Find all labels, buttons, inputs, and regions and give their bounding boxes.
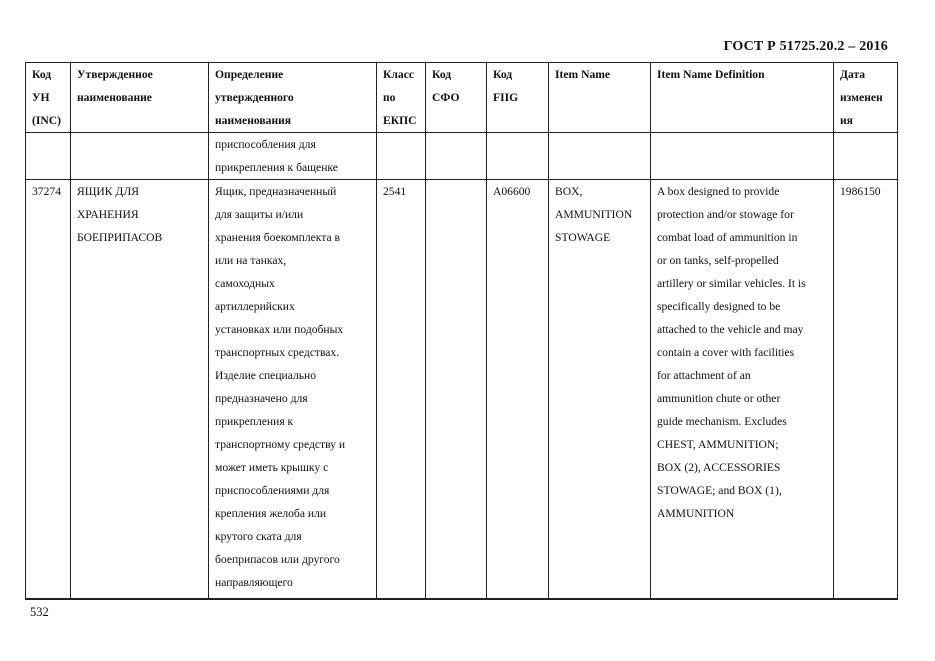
header-line: Класс bbox=[383, 68, 414, 81]
cell-text-line: BOX (2), ACCESSORIES bbox=[657, 461, 781, 474]
cell-item-name-definition bbox=[651, 133, 834, 180]
cell-approved-name bbox=[71, 133, 209, 180]
cell-text-line: приспособлениями для bbox=[215, 484, 330, 497]
cell-text-line: artillery or similar vehicles. It is bbox=[657, 277, 806, 290]
cell-sfo-code bbox=[426, 133, 487, 180]
cell-text-line: предназначено для bbox=[215, 392, 308, 405]
cell-text-line: guide mechanism. Excludes bbox=[657, 415, 787, 428]
header-fiig-code bbox=[487, 63, 549, 133]
cell-text-line: может иметь крышку с bbox=[215, 461, 329, 474]
cell-text-line: артиллерийских bbox=[215, 300, 295, 313]
table-row bbox=[26, 180, 898, 600]
header-line: Код bbox=[32, 68, 52, 81]
cell-text-line: AMMUNITION bbox=[657, 507, 735, 520]
cell-text-line: транспортному средству и bbox=[215, 438, 346, 451]
page-number: 532 bbox=[30, 605, 49, 619]
cell-text-line: самоходных bbox=[215, 277, 275, 290]
header-line: наименование bbox=[77, 91, 152, 104]
cell-text-line: или на танках, bbox=[215, 254, 287, 267]
cell-text-line: прикрепления к bbox=[215, 415, 294, 428]
cell-definition-ru bbox=[209, 133, 377, 180]
header-line: Код bbox=[432, 68, 452, 81]
header-line: Item Name bbox=[555, 68, 611, 81]
cell-text-line: CHEST, AMMUNITION; bbox=[657, 438, 779, 451]
cell-class-ekps bbox=[377, 133, 426, 180]
cell-text-line: крутого ската для bbox=[215, 530, 302, 543]
header-line: Утвержденное bbox=[77, 68, 153, 81]
cell-text-line: ammunition chute or other bbox=[657, 392, 781, 405]
table-row-continuation bbox=[26, 133, 898, 180]
cell-text-line: крепления желоба или bbox=[215, 507, 327, 520]
document-title: ГОСТ Р 51725.20.2 – 2016 bbox=[723, 39, 888, 54]
cell-text-line: ХРАНЕНИЯ bbox=[77, 208, 139, 221]
cell-inc bbox=[26, 133, 71, 180]
header-line: Item Name Definition bbox=[657, 68, 765, 81]
cell-approved-name bbox=[71, 180, 209, 600]
cell-text-line: AMMUNITION bbox=[555, 208, 633, 221]
header-line: Определение bbox=[215, 68, 284, 81]
cell-text-line: or on tanks, self-propelled bbox=[657, 254, 779, 267]
cell-text-line: хранения боекомплекта в bbox=[215, 231, 341, 244]
header-line: ЕКПС bbox=[383, 114, 417, 127]
header-line: по bbox=[383, 91, 396, 104]
header-line: Дата bbox=[840, 68, 866, 81]
cell-text-line: for attachment of an bbox=[657, 369, 751, 382]
cell-fiig-code bbox=[487, 133, 549, 180]
cell-text-line: прикрепления к бащенке bbox=[215, 161, 338, 174]
header-item-name-definition bbox=[651, 63, 834, 133]
cell-text-line: ЯЩИК ДЛЯ bbox=[77, 185, 139, 198]
header-line: Код bbox=[493, 68, 513, 81]
cell-text-line: contain a cover with facilities bbox=[657, 346, 795, 359]
cell-text-line: приспособления для bbox=[215, 138, 316, 151]
cell-text-line: БОЕПРИПАСОВ bbox=[77, 231, 163, 244]
header-class-ekps bbox=[377, 63, 426, 133]
cell-text-line: BOX, bbox=[555, 185, 583, 198]
header-line: утвержденного bbox=[215, 91, 294, 104]
cell-change-date: 1986150 bbox=[834, 180, 898, 600]
cell-inc: 37274 bbox=[26, 180, 71, 600]
cell-text-line: боеприпасов или другого bbox=[215, 553, 340, 566]
header-definition-ru bbox=[209, 63, 377, 133]
header-change-date bbox=[834, 63, 898, 133]
cell-change-date bbox=[834, 133, 898, 180]
cell-text-line: STOWAGE; and BOX (1), bbox=[657, 484, 782, 497]
cell-item-name bbox=[549, 133, 651, 180]
header-sfo-code bbox=[426, 63, 487, 133]
cell-text-line: protection and/or stowage for bbox=[657, 208, 794, 221]
cell-text-line: направляющего bbox=[215, 576, 293, 589]
cell-text-line: Ящик, предназначенный bbox=[215, 185, 337, 198]
cell-text-line: для защиты и/или bbox=[215, 208, 304, 221]
cell-item-name bbox=[549, 180, 651, 600]
item-name-table bbox=[25, 62, 898, 600]
cell-definition-ru bbox=[209, 180, 377, 600]
cell-text-line: установках или подобных bbox=[215, 323, 344, 336]
header-line: изменен bbox=[840, 91, 883, 104]
cell-text-line: STOWAGE bbox=[555, 231, 611, 244]
cell-text-line: A box designed to provide bbox=[657, 185, 780, 198]
header-item-name bbox=[549, 63, 651, 133]
cell-text-line: Изделие специально bbox=[215, 369, 317, 382]
cell-item-name-definition bbox=[651, 180, 834, 600]
header-line: ия bbox=[840, 114, 853, 127]
header-line: наименования bbox=[215, 114, 292, 127]
cell-text-line: combat load of ammunition in bbox=[657, 231, 798, 244]
cell-class-ekps: 2541 bbox=[377, 180, 426, 600]
header-approved-name bbox=[71, 63, 209, 133]
header-line: (INC) bbox=[32, 114, 61, 127]
cell-fiig-code: A06600 bbox=[487, 180, 549, 600]
cell-text-line: транспортных средствах. bbox=[215, 346, 340, 359]
cell-sfo-code bbox=[426, 180, 487, 600]
header-line: УН bbox=[32, 91, 50, 104]
cell-text-line: attached to the vehicle and may bbox=[657, 323, 804, 336]
table-header-row bbox=[26, 63, 898, 133]
header-inc bbox=[26, 63, 71, 133]
cell-text-line: specifically designed to be bbox=[657, 300, 781, 313]
header-line: СФО bbox=[432, 91, 460, 104]
header-line: FIIG bbox=[493, 91, 519, 104]
